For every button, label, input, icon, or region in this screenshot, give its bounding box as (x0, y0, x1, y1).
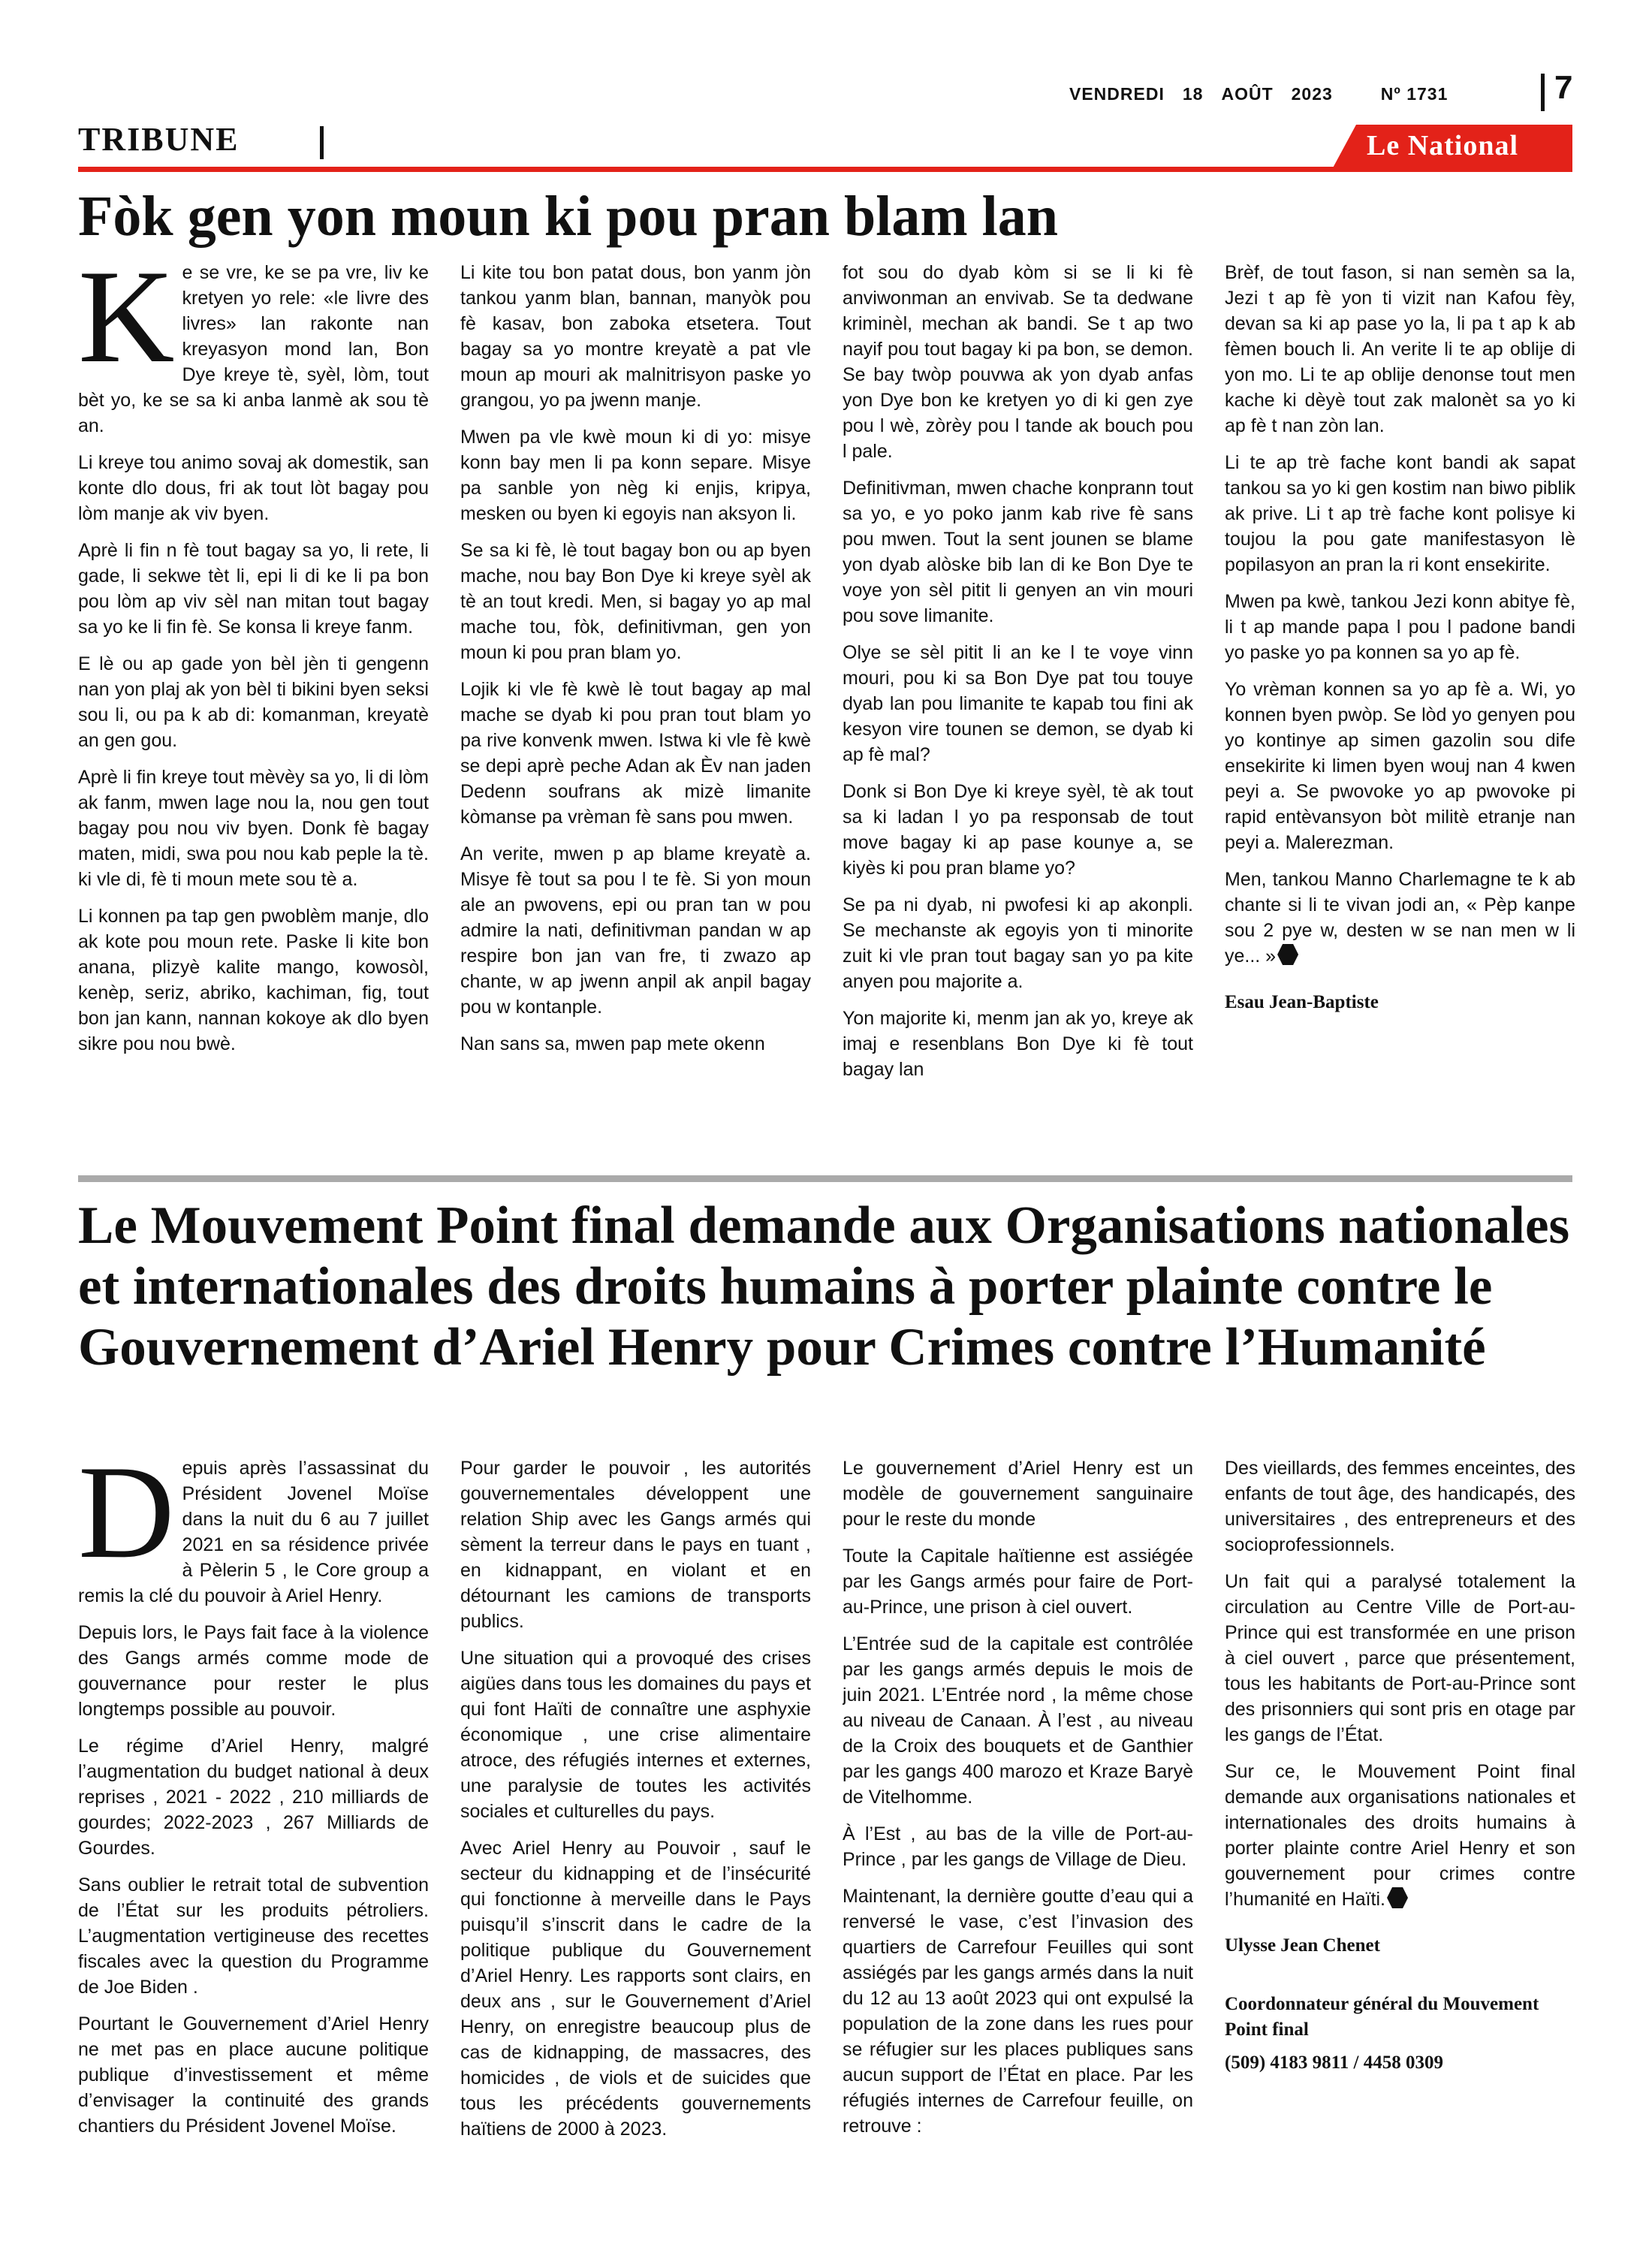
paragraph: Avec Ariel Henry au Pouvoir , sauf le secteur du kidnapping et de l’insécurité qui fonctionne à merveille dans le Pays puisqu’il s’inscrit dans le cadre de la politique publique du Gouvernement d’Ariel Henry. Les rapports sont clairs, en deux ans , sur le Gouvernement d’Ariel Henry, on enregistre beaucoup plus de cas de kidnapping, de massacres, des homicides , de viols et de suicides que tous les précédents gouvernements haïtiens de 2000 à 2023. (460, 1838, 811, 2140)
paragraph: Le régime d’Ariel Henry, malgré l’augmentation du budget national à deux reprises , 2021 - 2022 , 210 milliards de gourdes; 2022-2023 , 267 Milliards de Gourdes. (78, 1736, 429, 1859)
article-2-column-3 (843, 1455, 1193, 2236)
paragraph: Olye se sèl pitit li an ke l te voye vinn mouri, pou ki sa Bon Dye pat tou touye dyab lan pou limanite te kapab tou fini ak kesyon vire tounen se demon, se dyab ki ap fè mal? (843, 642, 1193, 765)
end-of-article-icon (1277, 944, 1298, 965)
article-2-body (78, 1455, 1578, 2236)
paragraph: L’Entrée sud de la capitale est contrôlée par les gangs armés depuis le mois de juin 2021. L’Entrée nord , la même chose au niveau de Canaan. À l’est , au niveau de la Croix des bouquets et de Ganthier par les gangs 400 marozo et Kraze Baryè de Vitelhomme. (843, 1633, 1193, 1808)
article-2-byline: Ulysse Jean Chenet (1225, 1935, 1380, 1956)
issue-number: Nº 1731 (1380, 84, 1449, 104)
issue-day: VENDREDI (1069, 84, 1165, 104)
paragraph: Mwen pa vle kwè moun ki di yo: misye konn bay men li pa konn separe. Misye pa sanble yon nèg ki enjis, kripya, mesken ou byen ki egoyis nan aksyon li. (460, 427, 811, 524)
article-1-dropcap: K (78, 260, 175, 391)
paragraph: Aprè li fin n fè tout bagay sa yo, li rete, li gade, li sekwe tèt li, epi li di ke li pa bon pou lòm ap viv sèl nan mitan tout bagay sa yo ke li fin fè. Se konsa li kreye fanm. (78, 540, 429, 638)
article-1-byline: Esau Jean-Baptiste (1225, 992, 1379, 1012)
article-2-column-1 (78, 1455, 429, 2236)
paragraph: Mwen pa kwè, tankou Jezi konn abitye fè, li t ap mande papa l pou l padone bandi yo paske yo pa konnen sa yo ap fè. (1225, 591, 1575, 663)
paragraph-with-end-mark (1225, 867, 1575, 969)
page-number-separator (1541, 74, 1545, 111)
article-1-column-2 (460, 260, 811, 1154)
page-number: 7 (1554, 69, 1573, 106)
issue-year: 2023 (1291, 84, 1333, 104)
paragraph: An verite, mwen p ap blame kreyatè a. Misye fè tout sa pou l te fè. Si yon moun ale an pwovens, epi ou pran tan w pou admire la nati, definitivman pandan w ap respire bon jan van fre, ti zwazo ap chante, w ap jwenn anpil ak anpil bagay pou w kontanple. (460, 843, 811, 1018)
paragraph: Le gouvernement d’Ariel Henry est un modèle de gouvernement sanguinaire pour le reste du monde (843, 1458, 1193, 1530)
article-1-column-3 (843, 260, 1193, 1154)
article-1-body (78, 260, 1578, 1154)
issue-date-number: 18 (1182, 84, 1204, 104)
section-label-bar (320, 126, 324, 159)
paragraph: Sur ce, le Mouvement Point final demande aux organisations nationales et internationales des droits humains à porter plainte contre Ariel Henry et son gouvernement pour crimes contre l’humanité en Haïti. (1225, 1761, 1575, 1910)
article-1-column-1 (78, 260, 429, 1154)
paragraph: Sans oublier le retrait total de subvention de l’État sur les produits pétroliers. L’augmentation vertigineuse des recettes fiscales avec la question du Programme de Joe Biden . (78, 1874, 429, 1998)
paragraph: e se vre, ke se pa vre, liv ke kretyen yo rele: «le livre des livres» lan rakonte nan kreyasyon mond lan, Bon Dye kreye tè, syèl, lòm, tout bèt yo, ke se sa ki anba lanmè ak sou tè an. (78, 262, 429, 436)
end-of-article-icon (1387, 1887, 1408, 1908)
article-2-column-4 (1225, 1455, 1575, 2236)
paragraph: Lojik ki vle fè kwè lè tout bagay ap mal mache se dyab ki pou pran tout blam yo pa rive konvenk mwen. Istwa ki vle fè kwè se depi aprè peche Adan ak Èv nan jaden Dedenn soufrans ak mizè limanite kòmanse pa vrèman fè sans pou mwen. (460, 679, 811, 828)
article-divider (78, 1175, 1572, 1182)
paragraph: Donk si Bon Dye ki kreye syèl, tè ak tout sa ki ladan l yo pa responsab de tout move bagay ki ap pase kounye a, se kiyès ki pou pran blame yo? (843, 781, 1193, 879)
paragraph: Men, tankou Manno Charlemagne te k ab chante si li te vivan jodi an, « Pèp kanpe sou 2 pye w, desten w se nan men w li ye... » (1225, 869, 1575, 967)
paragraph: Yon majorite ki, menm jan ak yo, kreye ak imaj e resenblans Bon Dye ki fè tout bagay lan (843, 1008, 1193, 1080)
article-2-column-2 (460, 1455, 811, 2236)
paragraph: Un fait qui a paralysé totalement la circulation au Centre Ville de Port-au-Prince qui est transformée en une prison à ciel ouvert , parce que présentement, tous les habitants de Port-au-Prince sont des prisonniers qui sont pris en otage par les gangs de l’État. (1225, 1571, 1575, 1745)
paragraph: Nan sans sa, mwen pap mete okenn (460, 1033, 765, 1054)
article-1-column-4 (1225, 260, 1575, 1154)
paragraph: Une situation qui a provoqué des crises aigües dans tous les domaines du pays et qui font Haïti de connaître une asphyxie économique , une crise alimentaire atroce, des réfugiés internes et externes, une paralysie de toutes les activités sociales et culturelles du pays. (460, 1648, 811, 1822)
paragraph: Li kite tou bon patat dous, bon yanm jòn tankou yanm blan, bannan, manyòk pou fè kasav, bon zaboka etsetera. Tout bagay sa yo montre kreyatè a pat vle moun ap mouri ak malnitrisyon paske yo grangou, yo pa jwenn manje. (460, 262, 811, 411)
paragraph: epuis après l’assassinat du Président Jovenel Moïse dans la nuit du 6 au 7 juillet 2021 en sa résidence privée à Pèlerin 5 , le Core group a remis la clé du pouvoir à Ariel Henry. (78, 1458, 429, 1606)
author-role: Coordonnateur général du Mouvement Point final (1225, 1994, 1539, 2040)
issue-month: AOÛT (1221, 84, 1274, 104)
paragraph: Se pa ni dyab, ni pwofesi ki ap akonpli. Se mechanste ak egoyis yon ti minorite zuit ki vle pran tout bagay san yo pa kite anyen pou majorite a. (843, 894, 1193, 992)
paragraph: Se sa ki fè, lè tout bagay bon ou ap byen mache, nou bay Bon Dye ki kreye syèl ak tè an tout kredi. Men, si bagay yo ap mal mache tou, fòk, definitivman, gen yon moun ki pou pran blam yo. (460, 540, 811, 663)
paragraph: Li konnen pa tap gen pwoblèm manje, dlo ak kote pou moun rete. Paske li kite bon anana, plizyè kalite mango, kowosòl, kenèp, seriz, abriko, kachiman, fig, tout bon jan kann, nannan kokoye ak dlo byen sikre pou nou bwè. (78, 906, 429, 1054)
paragraph: Li kreye tou animo sovaj ak domestik, san konte dlo dous, fri ak tout lòt bagay pou lòm manje ak viv byen. (78, 452, 429, 524)
brand-name: Le National (1367, 130, 1519, 161)
paragraph: Definitivman, mwen chache konprann tout sa yo, e yo poko janm kab rive fè sans pou mwen. Tout la sent jounen se blame yon dyab alòske bib lan di ke Bon Dye te voye yon sèl pitit li genyen an vin mouri pou sove limanite. (843, 478, 1193, 626)
paragraph: À l’Est , au bas de la ville de Port-au-Prince , par les gangs de Village de Dieu. (843, 1823, 1193, 1870)
paragraph: Toute la Capitale haïtienne est assiégée par les Gangs armés pour faire de Port-au-Prince, une prison à ciel ouvert. (843, 1546, 1193, 1618)
paragraph: Aprè li fin kreye tout mèvèy sa yo, li di lòm ak fanm, mwen lage nou la, nou gen tout bagay pou nou viv byen. Donk fè bagay maten, midi, swa pou nou kab peple la tè. ki vle di, fè ti moun mete sou tè a. (78, 767, 429, 890)
paragraph: Depuis lors, le Pays fait face à la violence des Gangs armés comme mode de gouvernance pour rester le plus longtemps possible au pouvoir. (78, 1622, 429, 1720)
issue-date-line (1069, 84, 1448, 104)
paragraph: E lè ou ap gade yon bèl jèn ti gengenn nan yon plaj ak yon bèl ti bikini byen seksi sou li, ou pa k ab di: komanman, kreyatè an gen gou. (78, 653, 429, 751)
paragraph: Yo vrèman konnen sa yo ap fè a. Wi, yo konnen byen pwòp. Se lòd yo genyen pou yo kontinye ap simen gazolin sou dife ensekirite ki limen byen wouj nan 4 kwen peyi a. Se pwovoke yo ap pwovoke pi rapid entèvansyon bòt militè etranje nan peyi a. Malerezman. (1225, 679, 1575, 853)
article-1-headline: Fòk gen yon moun ki pou pran blam lan (78, 185, 1059, 248)
section-label: TRIBUNE (78, 121, 240, 158)
article-2-headline: Le Mouvement Point final demande aux Organisations nationales et internationales des droits humains à porter plainte contre le Gouvernement d’Ariel Henry pour Crimes contre l’Humanité (78, 1196, 1570, 1377)
paragraph-with-end-mark (1225, 1759, 1575, 1912)
paragraph: Pourtant le Gouvernement d’Ariel Henry ne met pas en place aucune politique publique d’investissement et même d’envisager la continuité des grands chantiers du Président Jovenel Moïse. (78, 2013, 429, 2137)
paragraph: fot sou do dyab kòm si se li ki fè anviwonman an envivab. Se ta dedwane kriminèl, mechan ak bandi. Se t ap two nayif pou tout bagay ki pa bon, se demon. Se bay twòp pouvwa ak yon dyab anfas yon Dye bon ke kretyen yo di ki gen zye pou l wè, zòrèy pou l tande ak bouch pou l pale. (843, 262, 1193, 462)
paragraph: Pour garder le pouvoir , les autorités gouvernementales développent une relation Ship avec les Gangs armés qui sèment la terreur dans le pays en tuant , en kidnappant, en violant et en détournant les camions de transports publics. (460, 1458, 811, 1632)
paragraph: Li te ap trè fache kont bandi ak sapat tankou sa yo ki gen kostim nan biwo piblik ak prive. Li t ap trè fache kont polisye ki toujou la pou gate manifestasyon lè popilasyon an pran la ri kont ensekirite. (1225, 452, 1575, 575)
paragraph: Brèf, de tout fason, si nan semèn sa la, Jezi t ap fè yon ti vizit nan Kafou fèy, devan sa ki ap pase yo la, li pa t ap k ab fèmen bouch li. An verite li te ap oblije di yon mo. Li te ap oblije denonse tout men kache ki dèyè tout zak malonèt sa yo ki ap fè t nan zòn lan. (1225, 262, 1575, 436)
author-phone: (509) 4183 9811 / 4458 0309 (1225, 2052, 1443, 2073)
paragraph: Maintenant, la dernière goutte d’eau qui a renversé le vase, c’est l’invasion des quartiers de Carrefour Feuilles qui sont assiégés par les gangs armés dans la nuit du 12 au 13 août 2023 qui ont expulsé la population de la zone dans les rues pour se réfugier sur les places publiques sans aucun support de l’État en place. Par les réfugiés internes de Carrefour feuille, on retrouve : (843, 1886, 1193, 2137)
paragraph: Des vieillards, des femmes enceintes, des enfants de tout âge, des handicapés, des universitaires , des entrepreneurs et des socioprofessionnels. (1225, 1458, 1575, 1555)
article-2-dropcap: D (78, 1455, 175, 1586)
